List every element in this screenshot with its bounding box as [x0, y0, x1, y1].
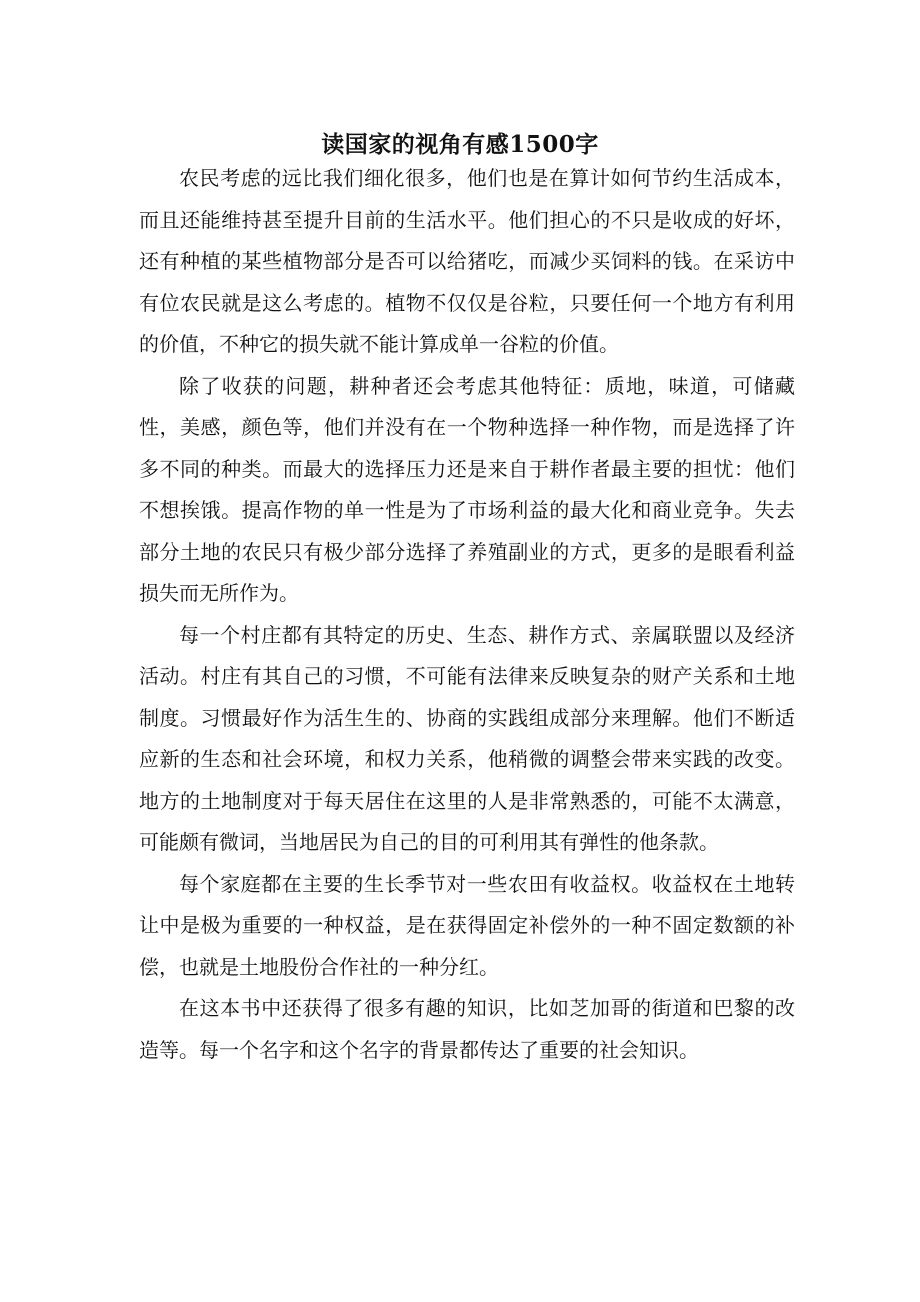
paragraph-3: 每一个村庄都有其特定的历史、生态、耕作方式、亲属联盟以及经济活动。村庄有其自己的习惯，不可能有法律来反映复杂的财产关系和土地制度。习惯最好作为活生生的、协商的实践组成部分来理解。他们不断适应新的生态和社会环境，和权力关系，他稍微的调整会带来实践的改变。地方的土地制度对于每天居住在这里的人是非常熟悉的，可能不太满意，可能颇有微词，当地居民为自己的目的可利用其有弹性的他条款。 — [139, 622, 795, 854]
document-title: 读国家的视角有感1500字 — [321, 131, 599, 159]
paragraph-1: 农民考虑的远比我们细化很多，他们也是在算计如何节约生活成本，而且还能维持甚至提升目前的生活水平。他们担心的不只是收成的好坏，还有种植的某些植物部分是否可以给猪吃，而减少买饲料的钱。在采访中有位农民就是这么考虑的。植物不仅仅是谷粒，只要任何一个地方有利用的价值，不种它的损失就不能计算成单一谷粒的价值。 — [139, 166, 795, 356]
paragraph-4: 每个家庭都在主要的生长季节对一些农田有收益权。收益权在土地转让中是极为重要的一种权益，是在获得固定补偿外的一种不固定数额的补偿，也就是土地股份合作社的一种分红。 — [139, 871, 795, 979]
document-body — [139, 158, 795, 1071]
paragraph-5: 在这本书中还获得了很多有趣的知识，比如芝加哥的街道和巴黎的改造等。每一个名字和这个名字的背景都传达了重要的社会知识。 — [139, 996, 795, 1062]
paragraph-2: 除了收获的问题，耕种者还会考虑其他特征：质地，味道，可储藏性，美感，颜色等，他们并没有在一个物种选择一种作物，而是选择了许多不同的种类。而最大的选择压力还是来自于耕作者最主要的担忧：他们不想挨饿。提高作物的单一性是为了市场利益的最大化和商业竞争。失去部分土地的农民只有极少部分选择了养殖副业的方式，更多的是眼看利益损失而无所作为。 — [139, 373, 795, 605]
